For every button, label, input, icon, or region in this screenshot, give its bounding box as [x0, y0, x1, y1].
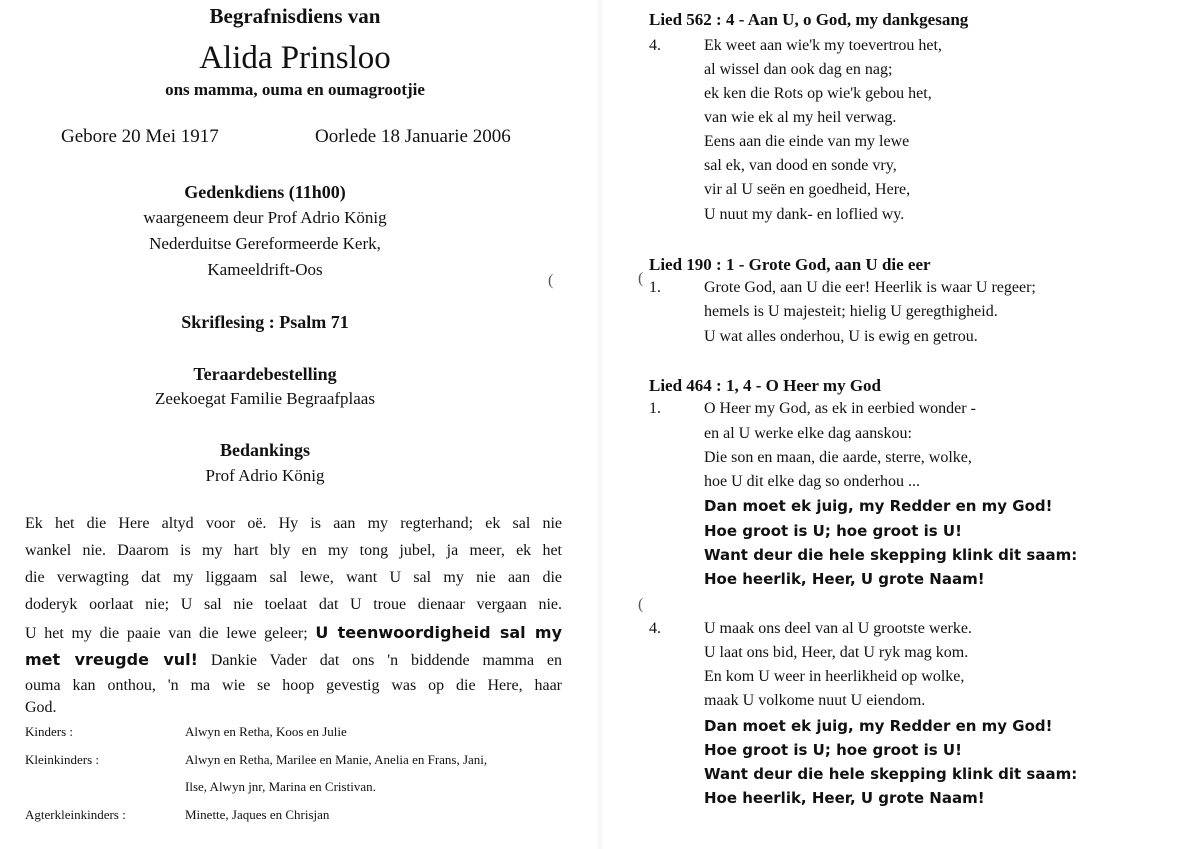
- family-label-great-grandchildren: Agterkleinkinders :: [25, 807, 126, 822]
- refrain-line: Hoe groot is U; hoe groot is U!: [704, 741, 962, 759]
- scripture-paragraph-line: ouma kan onthou, 'n ma wie se hoop gevestig was op die Here, haar: [25, 677, 562, 694]
- verse-line: U wat alles onderhou, U is ewig en getrou.: [704, 328, 978, 345]
- paragraph-emphasis: U teenwoordigheid sal my: [315, 623, 563, 642]
- verse-line: Die son en maan, die aarde, sterre, wolke,: [704, 449, 972, 466]
- burial-title: Teraardebestelling: [193, 364, 337, 384]
- paragraph-text: U het my die paaie van die lewe geleer;: [25, 625, 308, 642]
- binding-hole-mark: (: [638, 596, 644, 613]
- verse-line: Eens aan die einde van my lewe: [704, 133, 910, 150]
- thanks-person: Prof Adrio König: [205, 466, 325, 485]
- family-subtitle: ons mamma, ouma en oumagrootjie: [165, 80, 425, 99]
- verse-line: maak U volkome nuut U eiendom.: [704, 692, 926, 709]
- death-date: Oorlede 18 Januarie 2006: [315, 126, 511, 147]
- burial-place: Zeekoegat Familie Begraafplaas: [155, 389, 375, 408]
- scripture-reading: Skriflesing : Psalm 71: [181, 312, 349, 332]
- verse-line: U maak ons deel van al U grootste werke.: [704, 620, 972, 637]
- verse-line: hemels is U majesteit; hielig U geregthigheid.: [704, 303, 998, 320]
- binding-hole-mark: (: [638, 270, 644, 287]
- verse-line: van wie ek al my heil verwag.: [704, 109, 897, 126]
- verse-line: al wissel dan ook dag en nag;: [704, 61, 893, 78]
- scripture-paragraph-line: God.: [25, 699, 57, 716]
- refrain-line: Hoe heerlik, Heer, U grote Naam!: [704, 570, 985, 588]
- verse-line: U laat ons bid, Heer, dat U ryk mag kom.: [704, 644, 969, 661]
- verse-number: 4.: [649, 37, 661, 54]
- refrain-line: Hoe groot is U; hoe groot is U!: [704, 522, 962, 540]
- verse-line: vir al U seën en goedheid, Here,: [704, 181, 911, 198]
- verse-line: O Heer my God, as ek in eerbied wonder -: [704, 400, 976, 417]
- birth-date: Gebore 20 Mei 1917: [61, 126, 219, 147]
- refrain-line: Want deur die hele skepping klink dit saam:: [704, 546, 1078, 564]
- refrain-line: Want deur die hele skepping klink dit saam:: [704, 765, 1078, 783]
- verse-number: 1.: [649, 279, 661, 296]
- verse-line: ek ken die Rots op wie'k gebou het,: [704, 85, 932, 102]
- paragraph-emphasis: met vreugde vul!: [25, 650, 198, 669]
- hymn-title: Lied 190 : 1 - Grote God, aan U die eer: [649, 255, 931, 274]
- family-label-grandchildren: Kleinkinders :: [25, 752, 100, 767]
- verse-line: en al U werke elke dag aanskou:: [704, 425, 912, 442]
- right-page: [600, 0, 1200, 849]
- family-label-children: Kinders :: [25, 724, 74, 739]
- family-names-grandchildren: Alwyn en Retha, Marilee en Manie, Anelia en Frans, Jani,: [185, 752, 488, 767]
- hymn-title: Lied 562 : 4 - Aan U, o God, my dankgesang: [649, 10, 969, 29]
- service-heading: Begrafnisdiens van: [209, 4, 381, 28]
- scripture-paragraph-line: [25, 623, 562, 643]
- scripture-paragraph-line: [25, 650, 562, 670]
- family-names-grandchildren-cont: Ilse, Alwyn jnr, Marina en Cristivan.: [185, 779, 376, 794]
- verse-line: hoe U dit elke dag so onderhou ...: [704, 473, 920, 490]
- scripture-paragraph-line: wankel nie. Daarom is my hart bly en my tong jubel, ja meer, ek het: [25, 542, 562, 559]
- memorial-church: Nederduitse Gereformeerde Kerk,: [149, 234, 381, 253]
- verse-line: sal ek, van dood en sonde vry,: [704, 157, 897, 174]
- memorial-location: Kameeldrift-Oos: [207, 260, 323, 279]
- verse-number: 4.: [649, 620, 661, 637]
- binding-hole-mark: (: [548, 272, 554, 289]
- verse-line: Ek weet aan wie'k my toevertrou het,: [704, 37, 942, 54]
- paragraph-text: Dankie Vader dat ons 'n biddende mamma en: [210, 652, 562, 669]
- thanks-title: Bedankings: [219, 440, 311, 460]
- refrain-line: Dan moet ek juig, my Redder en my God!: [704, 717, 1053, 735]
- family-names-great-grandchildren: Minette, Jaques en Chrisjan: [185, 807, 330, 822]
- memorial-officiant: waargeneem deur Prof Adrio König: [143, 208, 387, 227]
- refrain-line: Hoe heerlik, Heer, U grote Naam!: [704, 789, 985, 807]
- scripture-paragraph-line: doderyk oorlaat nie; U sal nie toelaat dat U troue dienaar vergaan nie.: [25, 596, 562, 613]
- verse-line: En kom U weer in heerlikheid op wolke,: [704, 668, 965, 685]
- verse-number: 1.: [649, 400, 661, 417]
- scripture-paragraph-line: die verwagting dat my liggaam sal lewe, want U sal my nie aan die: [25, 569, 562, 586]
- deceased-name: Alida Prinsloo: [199, 40, 391, 76]
- hymn-title: Lied 464 : 1, 4 - O Heer my God: [649, 376, 881, 395]
- refrain-line: Dan moet ek juig, my Redder en my God!: [704, 497, 1053, 515]
- memorial-service-title: Gedenkdiens (11h00): [184, 182, 346, 202]
- verse-line: Grote God, aan U die eer! Heerlik is waar U regeer;: [704, 279, 1036, 296]
- scripture-paragraph-line: Ek het die Here altyd voor oë. Hy is aan my regterhand; ek sal nie: [25, 515, 562, 532]
- verse-line: U nuut my dank- en loflied wy.: [704, 206, 905, 223]
- family-names-children: Alwyn en Retha, Koos en Julie: [185, 724, 347, 739]
